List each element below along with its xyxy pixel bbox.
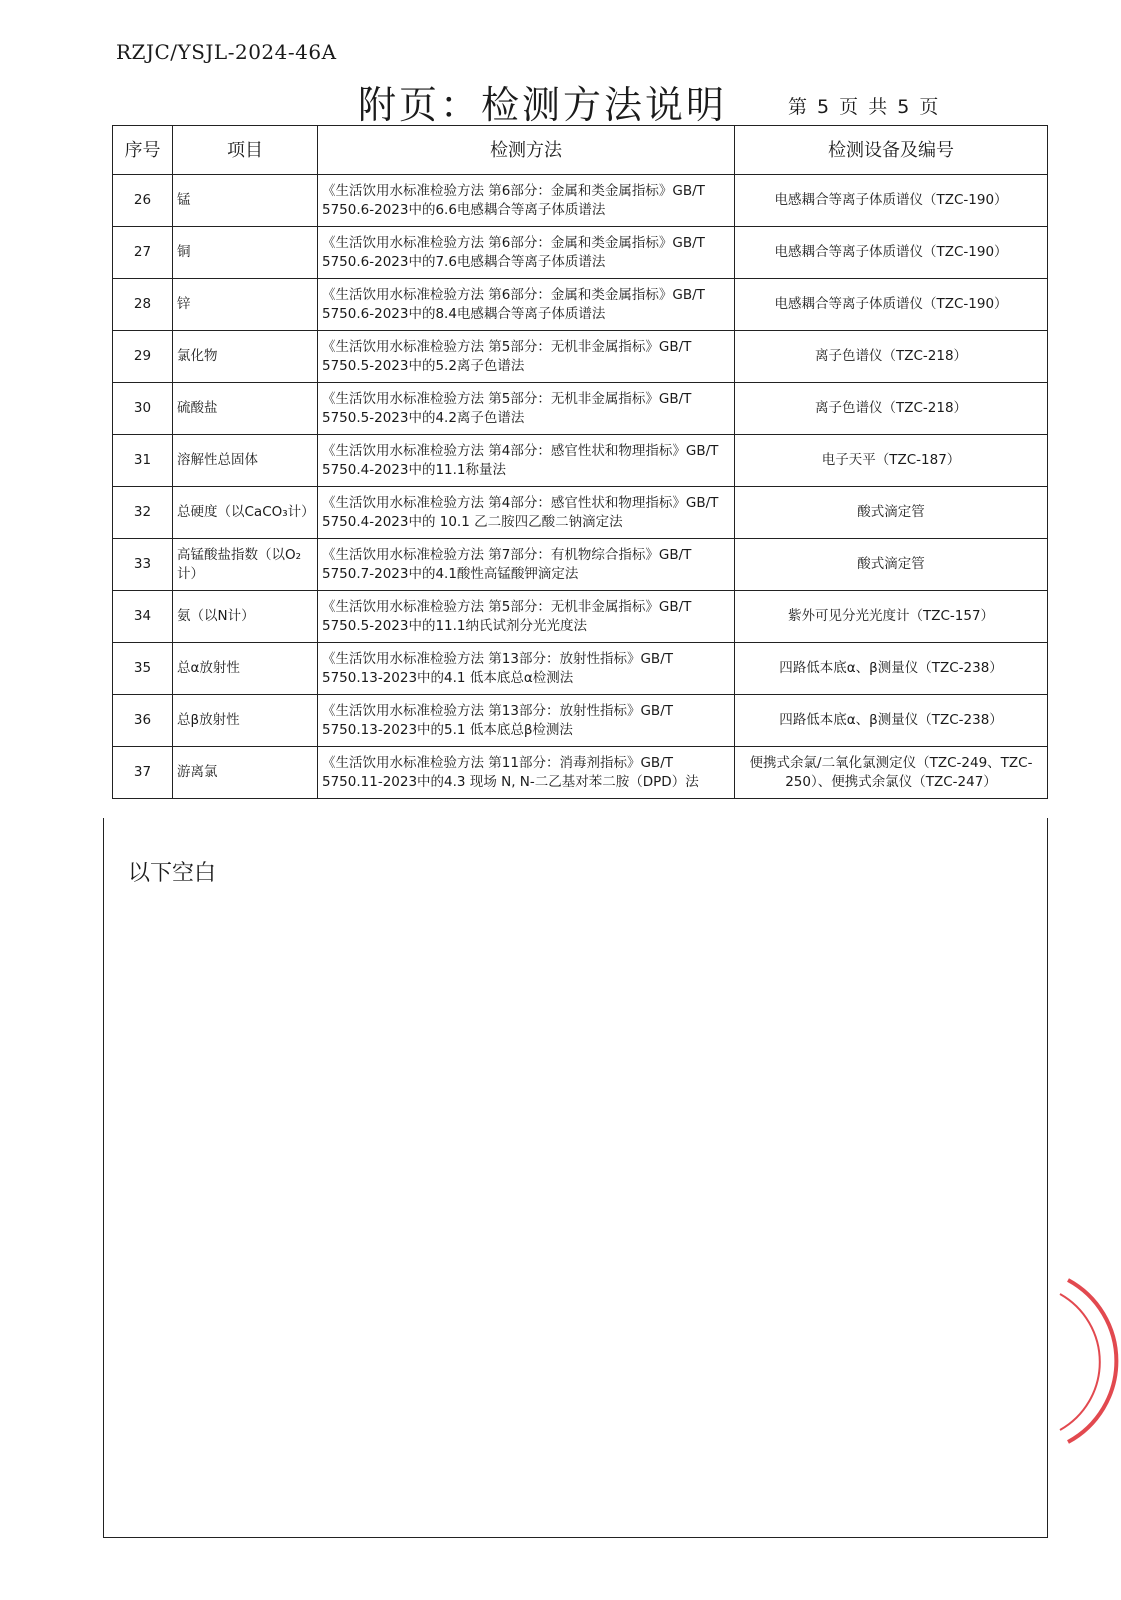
- row-item: 溶解性总固体: [173, 435, 318, 487]
- table-row: [113, 279, 1048, 331]
- row-method: 《生活饮用水标准检验方法 第5部分：无机非金属指标》GB/T 5750.5-2023中的4.2离子色谱法: [318, 383, 735, 435]
- table-row: [113, 175, 1048, 227]
- row-method: 《生活饮用水标准检验方法 第6部分：金属和类金属指标》GB/T 5750.6-2023中的8.4电感耦合等离子体质谱法: [318, 279, 735, 331]
- table-header-row: [113, 126, 1048, 175]
- method-table: [112, 125, 1048, 799]
- seal-ring-inner: [1060, 1294, 1100, 1430]
- row-no: 32: [113, 487, 173, 539]
- page-info: 第 5 页 共 5 页: [788, 96, 939, 118]
- row-method: 《生活饮用水标准检验方法 第4部分：感官性状和物理指标》GB/T 5750.4-2023中的 10.1 乙二胺四乙酸二钠滴定法: [318, 487, 735, 539]
- row-item: 总β放射性: [173, 695, 318, 747]
- row-method: 《生活饮用水标准检验方法 第5部分：无机非金属指标》GB/T 5750.5-2023中的5.2离子色谱法: [318, 331, 735, 383]
- table-row: [113, 331, 1048, 383]
- table-row: [113, 435, 1048, 487]
- row-no: 35: [113, 643, 173, 695]
- header-no: 序号: [113, 126, 173, 175]
- row-item: 总硬度（以CaCO₃计）: [173, 487, 318, 539]
- row-method: 《生活饮用水标准检验方法 第7部分：有机物综合指标》GB/T 5750.7-2023中的4.1酸性高锰酸钾滴定法: [318, 539, 735, 591]
- table-row: [113, 383, 1048, 435]
- row-device: 酸式滴定管: [735, 487, 1048, 539]
- row-device: 电感耦合等离子体质谱仪（TZC-190）: [735, 175, 1048, 227]
- table-row: [113, 227, 1048, 279]
- row-no: 36: [113, 695, 173, 747]
- row-device: 电感耦合等离子体质谱仪（TZC-190）: [735, 279, 1048, 331]
- company-seal: [1038, 1272, 1121, 1452]
- table-row: [113, 539, 1048, 591]
- row-device: 四路低本底α、β测量仪（TZC-238）: [735, 695, 1048, 747]
- row-item: 游离氯: [173, 747, 318, 799]
- row-device: 紫外可见分光光度计（TZC-157）: [735, 591, 1048, 643]
- table-row: [113, 591, 1048, 643]
- row-no: 31: [113, 435, 173, 487]
- row-item: 高锰酸盐指数（以O₂计）: [173, 539, 318, 591]
- header-device: 检测设备及编号: [735, 126, 1048, 175]
- blank-note: 以下空白: [128, 861, 217, 886]
- row-device: 离子色谱仪（TZC-218）: [735, 383, 1048, 435]
- page-title: 附页：检测方法说明: [358, 83, 728, 127]
- row-method: 《生活饮用水标准检验方法 第11部分：消毒剂指标》GB/T 5750.11-2023中的4.3 现场 N, N-二乙基对苯二胺（DPD）法: [318, 747, 735, 799]
- row-no: 28: [113, 279, 173, 331]
- row-no: 33: [113, 539, 173, 591]
- row-item: 氯化物: [173, 331, 318, 383]
- header-item: 项目: [173, 126, 318, 175]
- row-method: 《生活饮用水标准检验方法 第6部分：金属和类金属指标》GB/T 5750.6-2023中的6.6电感耦合等离子体质谱法: [318, 175, 735, 227]
- row-method: 《生活饮用水标准检验方法 第5部分：无机非金属指标》GB/T 5750.5-2023中的11.1纳氏试剂分光光度法: [318, 591, 735, 643]
- table-row: [113, 643, 1048, 695]
- document-number: RZJC/YSJL-2024-46A: [116, 40, 337, 64]
- row-no: 30: [113, 383, 173, 435]
- row-method: 《生活饮用水标准检验方法 第6部分：金属和类金属指标》GB/T 5750.6-2023中的7.6电感耦合等离子体质谱法: [318, 227, 735, 279]
- row-device: 电感耦合等离子体质谱仪（TZC-190）: [735, 227, 1048, 279]
- row-no: 29: [113, 331, 173, 383]
- row-item: 锰: [173, 175, 318, 227]
- row-device: 酸式滴定管: [735, 539, 1048, 591]
- row-item: 铜: [173, 227, 318, 279]
- row-device: 电子天平（TZC-187）: [735, 435, 1048, 487]
- row-item: 锌: [173, 279, 318, 331]
- row-item: 硫酸盐: [173, 383, 318, 435]
- table-row: [113, 747, 1048, 799]
- row-item: 总α放射性: [173, 643, 318, 695]
- header-method: 检测方法: [318, 126, 735, 175]
- row-method: 《生活饮用水标准检验方法 第13部分：放射性指标》GB/T 5750.13-2023中的5.1 低本底总β检测法: [318, 695, 735, 747]
- row-no: 26: [113, 175, 173, 227]
- row-method: 《生活饮用水标准检验方法 第4部分：感官性状和物理指标》GB/T 5750.4-2023中的11.1称量法: [318, 435, 735, 487]
- table-row: [113, 487, 1048, 539]
- row-no: 34: [113, 591, 173, 643]
- row-device: 便携式余氯/二氧化氯测定仪（TZC-249、TZC-250）、便携式余氯仪（TZC-247）: [735, 747, 1048, 799]
- row-no: 37: [113, 747, 173, 799]
- row-no: 27: [113, 227, 173, 279]
- table-row: [113, 695, 1048, 747]
- row-device: 四路低本底α、β测量仪（TZC-238）: [735, 643, 1048, 695]
- row-device: 离子色谱仪（TZC-218）: [735, 331, 1048, 383]
- blank-area-frame: [103, 818, 1048, 1538]
- row-method: 《生活饮用水标准检验方法 第13部分：放射性指标》GB/T 5750.13-2023中的4.1 低本底总α检测法: [318, 643, 735, 695]
- row-item: 氨（以N计）: [173, 591, 318, 643]
